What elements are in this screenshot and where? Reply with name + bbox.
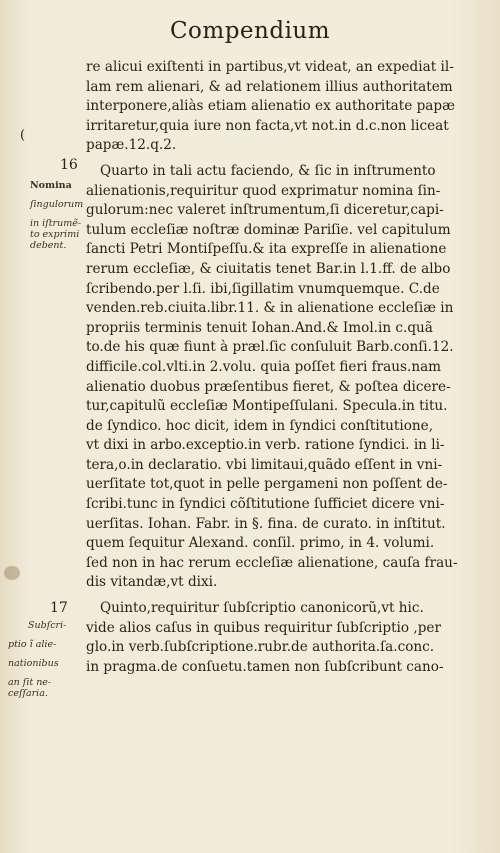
text-line: rerum eccleſiæ, & ciuitatis tenet Bar.in l.1.ff. de albo (86, 260, 451, 277)
text-line: Quinto,requiritur ſubſcriptio canonicorũ,vt hic. (100, 600, 424, 617)
margin-note-line: Nomina (30, 180, 72, 191)
margin-note-line: ptio ĩ alie- (8, 639, 57, 650)
margin-note-line: an ſit ne- (8, 677, 52, 688)
text-line: vide alios caſus in quibus requiritur ſubſcriptio ,per (86, 619, 441, 636)
section-number-17: 17 (50, 600, 68, 616)
text-line: Quarto in tali actu faciendo, & ſic in inſtrumento (100, 162, 436, 179)
text-line: propriis terminis tenuit Iohan.And.& Imol.in c.quã (86, 319, 433, 336)
text-line: ſed non in hac rerum eccleſiæ alienatione, cauſa frau- (86, 554, 458, 571)
text-line: uerſitate tot,quot in pelle pergameni non poſſent de- (86, 476, 448, 493)
margin-note-line: ſingulorum (30, 199, 84, 210)
text-line: ſcribendo.per l.ſi. ibi,ſigillatim vnumquemque. C.de (86, 280, 440, 297)
text-line: alienatio duobus præſentibus fieret, & poſtea dicere- (86, 378, 451, 395)
text-line: glo.in verb.ſubſcriptione.rubr.de authorita.ſa.conc. (86, 639, 435, 656)
margin-note-line: Subſcri- (28, 620, 67, 631)
text-line: papæ.12.q.2. (86, 137, 177, 154)
text-line: uerſitas. Iohan. Fabr. in §. fina. de curato. in inſtitut. (86, 515, 446, 532)
text-line: tulum eccleſiæ noſtræ dominæ Pariſie. vel capitulum (86, 221, 451, 238)
margin-note-line: nationibus (8, 658, 59, 669)
text-line: ſancti Petri Montiſpeſſu.& ita expreſſe in alienatione (86, 241, 447, 258)
margin-note-subscriptio (8, 620, 66, 699)
text-line: de ſyndico. hoc dicit, idem in ſyndici conſtitutione, (86, 417, 434, 434)
margin-bracket-mark: ( (20, 128, 26, 143)
text-line: tur,capitulũ eccleſiæ Montipeſſulani. Specula.in titu. (86, 398, 448, 415)
text-line: tera,o.in declaratio. vbi limitaui,quãdo eſſent in vni- (86, 456, 443, 473)
page-stain (4, 566, 20, 580)
margin-note-line: ceſſaria. (8, 688, 48, 699)
margin-note-nomina (30, 180, 83, 251)
text-line: ſcribi.tunc in ſyndici cõſtitutione ſufficiet dicere vni- (86, 496, 445, 513)
text-line: re alicui exiſtenti in partibus,vt videat, an expediat il- (86, 59, 454, 75)
text-line: quem ſequitur Alexand. conſil. primo, in 4. volumi. (86, 535, 435, 552)
text-line: lam rem alienari, & ad relationem illius authoritatem (86, 78, 453, 95)
text-line: gulorum:nec valeret inſtrumentum,ſi diceretur,capi- (86, 202, 444, 219)
running-header: Compendium (169, 18, 331, 44)
text-line: difficile.col.vlti.in 2.volu. quia poſſet fieri fraus.nam (86, 358, 442, 375)
body-text (86, 58, 472, 677)
text-line: irritaretur,quia iure non facta,vt not.in d.c.non liceat (86, 117, 449, 134)
margin-note-line: debent. (30, 240, 67, 251)
text-line: in pragma.de conſuetu.tamen non ſubſcribunt cano- (86, 658, 444, 675)
section-number-16: 16 (60, 157, 78, 173)
margin-note-line: in iſtrumẽ- (30, 218, 82, 229)
text-line: to.de his quæ fiunt à præl.ſic conſuluit Barb.conſi.12. (86, 339, 454, 356)
margin-note-line: to exprimi (30, 229, 80, 240)
text-line: dis vitandæ,vt dixi. (86, 574, 218, 591)
text-line: interponere,aliàs etiam alienatio ex authoritate papæ (86, 98, 455, 115)
text-line: venden.reb.ciuita.libr.11. & in alienatione eccleſiæ in (86, 300, 454, 317)
text-line: alienationis,requiritur quod exprimatur nomina ſin- (86, 182, 441, 199)
text-line: vt dixi in arbo.exceptio.in verb. ratione ſyndici. in li- (86, 437, 445, 454)
